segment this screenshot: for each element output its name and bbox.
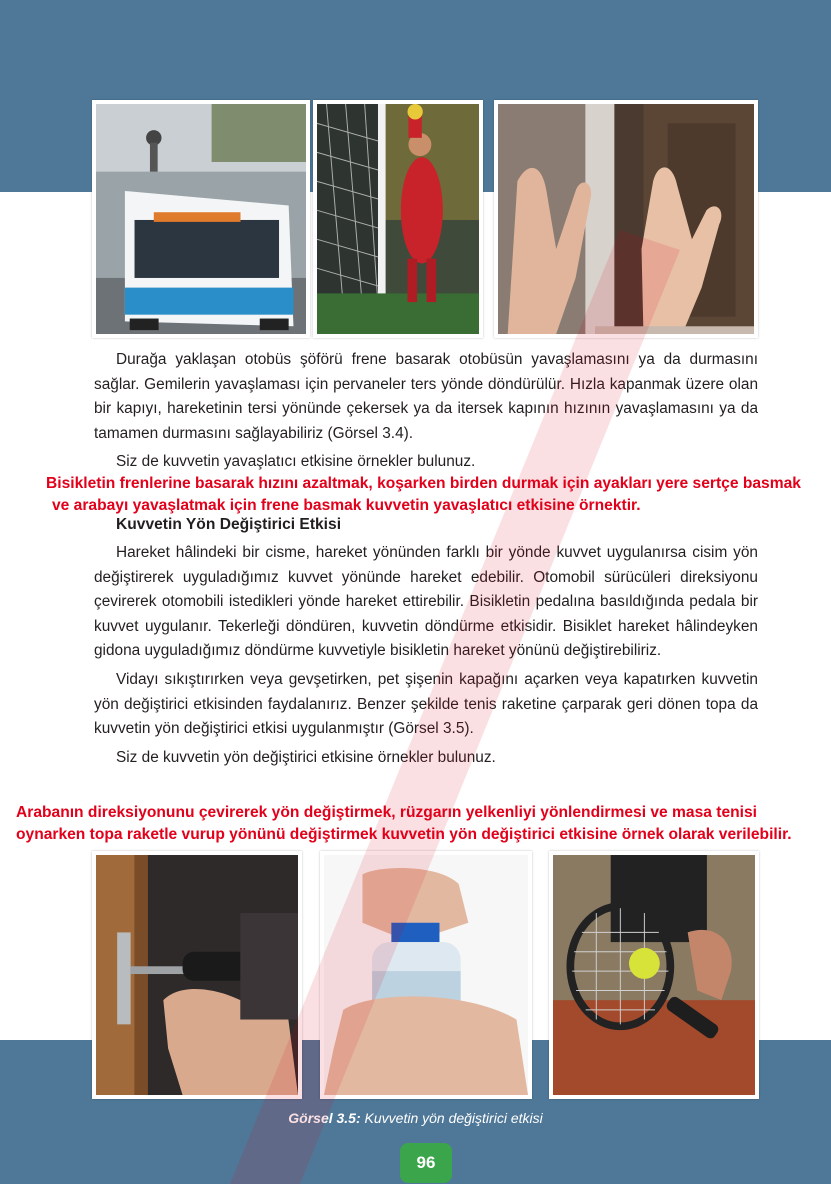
paragraph-slowing-question: Siz de kuvvetin yavaşlatıcı etkisine örnekler bulunuz.: [116, 453, 476, 471]
door-hand-photo: [494, 100, 758, 338]
screwdriver-photo: [92, 851, 302, 1099]
bus-photo: [92, 100, 310, 338]
top-text-block: [94, 348, 758, 475]
paragraph-slowing-examples: Durağa yaklaşan otobüs şöförü frene basarak otobüsün yavaşlamasını ya da durmasını sağlar. Gemilerin yavaşlaması için pervaneler ters yönde döndürülür. Hızla kapanmak üzere olan bir kapıyı, hareketinin tersi yönünde çekersek ya da itersek kapının hızının yavaşlamasını ya da tamamen durmasını sağlayabiliriz (Görsel 3.4).: [94, 351, 758, 442]
answer-slowing-line2: ve arabayı yavaşlatmak için frene basmak kuvvetin yavaşlatıcı etkisine örnektir.: [52, 497, 641, 514]
section-heading: Kuvvetin Yön Değiştirici Etkisi: [116, 516, 342, 533]
answer-direction-line1: Arabanın direksiyonunu çevirerek yön değiştirmek, rüzgarın yelkenliyi yönlendirmesi ve masa tenisi: [16, 804, 757, 821]
paragraph-direction-change: Hareket hâlindeki bir cisme, hareket yönünden farklı bir yönde kuvvet uygulanırsa cisim yön değiştirerek uyguladığımız kuvvet yönünde hareket edebilir. Otomobil sürücüleri direksiyonu çevirerek otomobili istedikleri yönde hareket ettirebilir. Bisikletin pedalına basıldığında pedala bir kuvvet uygulanır. Tekerleği döndüren, kuvvetin döndürme etkisidir. Bisiklet hareket hâlindeyken gidona uyguladığımız döndürme kuvvetiyle bisikletin hareket yönünü değiştirebiliriz.: [94, 544, 758, 660]
goalkeeper-photo: [313, 100, 483, 338]
tennis-photo: [549, 851, 759, 1099]
paragraph-screw-bottle: Vidayı sıkıştırırken veya gevşetirken, pet şişenin kapağını açarken veya kapatırken kuvvetin yön değiştirici etkisinden faydalanırız. Benzer şekilde tenis raketine çarparak geri dönen topa da kuvvetin yön değiştirici etkisi uygulanmıştır (Görsel 3.5).: [94, 670, 758, 738]
page-number-badge: 96: [400, 1143, 452, 1183]
figure-caption: [0, 1110, 831, 1126]
answer-slowing-line1: Bisikletin frenlerine basarak hızını azaltmak, koşarken birden durmak için ayakları yere sertçe basmak: [46, 475, 801, 492]
mid-text-block: [94, 541, 758, 770]
answer-direction-line2: oynarken topa raketle vurup yönünü değiştirmek kuvvetin yön değiştirici etkisine örnek olarak verilebilir.: [16, 826, 792, 843]
bottle-cap-photo: [320, 851, 532, 1099]
paragraph-direction-question: Siz de kuvvetin yön değiştirici etkisine örnekler bulunuz.: [116, 748, 496, 766]
caption-text: Kuvvetin yön değiştirici etkisi: [360, 1110, 543, 1126]
caption-label: Görsel 3.5:: [288, 1110, 361, 1126]
